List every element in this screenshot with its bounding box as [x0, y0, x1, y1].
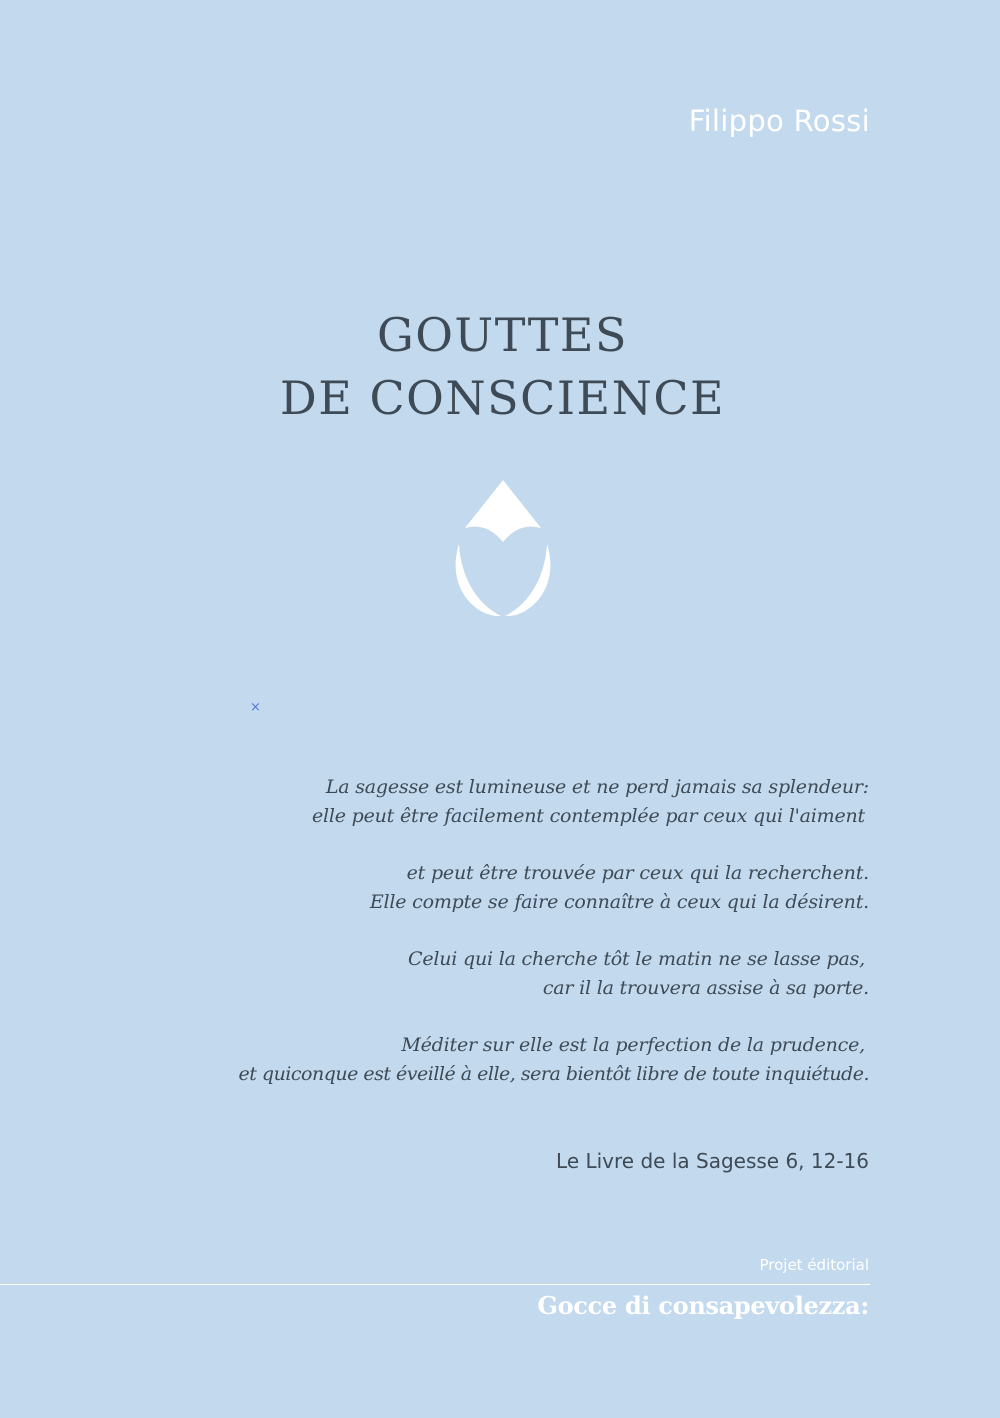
- quote-line-8: et quiconque est éveillé à elle, sera bientôt libre de toute inquiétude.: [238, 1063, 869, 1085]
- quote-source: Le Livre de la Sagesse 6, 12-16: [556, 1149, 869, 1173]
- quote-line-2: elle peut être facilement contemplée par ceux qui l'aiment: [311, 805, 865, 827]
- quote-line-4: Elle compte se faire connaître à ceux qui la désirent.: [369, 891, 869, 913]
- quote-line-5: Celui qui la cherche tôt le matin ne se lasse pas,: [407, 948, 865, 970]
- quote-line-6: car il la trouvera assise à sa porte.: [542, 977, 869, 999]
- quote-line-3: et peut être trouvée par ceux qui la recherchent.: [406, 862, 869, 884]
- book-title-line-1: GOUTTES: [376, 308, 629, 362]
- book-title: [0, 304, 1000, 430]
- drop-tip-shape: [465, 480, 541, 542]
- author-name: Filippo Rossi: [688, 104, 870, 138]
- quote-line-1: La sagesse est lumineuse et ne perd jamais sa splendeur:: [325, 776, 869, 798]
- drop-heart-icon: [449, 478, 557, 618]
- heart-bowl-shape: [456, 544, 551, 616]
- quote-line-7: Méditer sur elle est la perfection de la prudence,: [401, 1034, 865, 1056]
- book-title-line-2: DE CONSCIENCE: [279, 371, 726, 425]
- project-label: Projet éditorial: [759, 1256, 869, 1274]
- series-title: Gocce di consapevolezza:: [537, 1291, 869, 1320]
- cross-mark: ×: [250, 700, 261, 715]
- footer-divider: [0, 1284, 870, 1285]
